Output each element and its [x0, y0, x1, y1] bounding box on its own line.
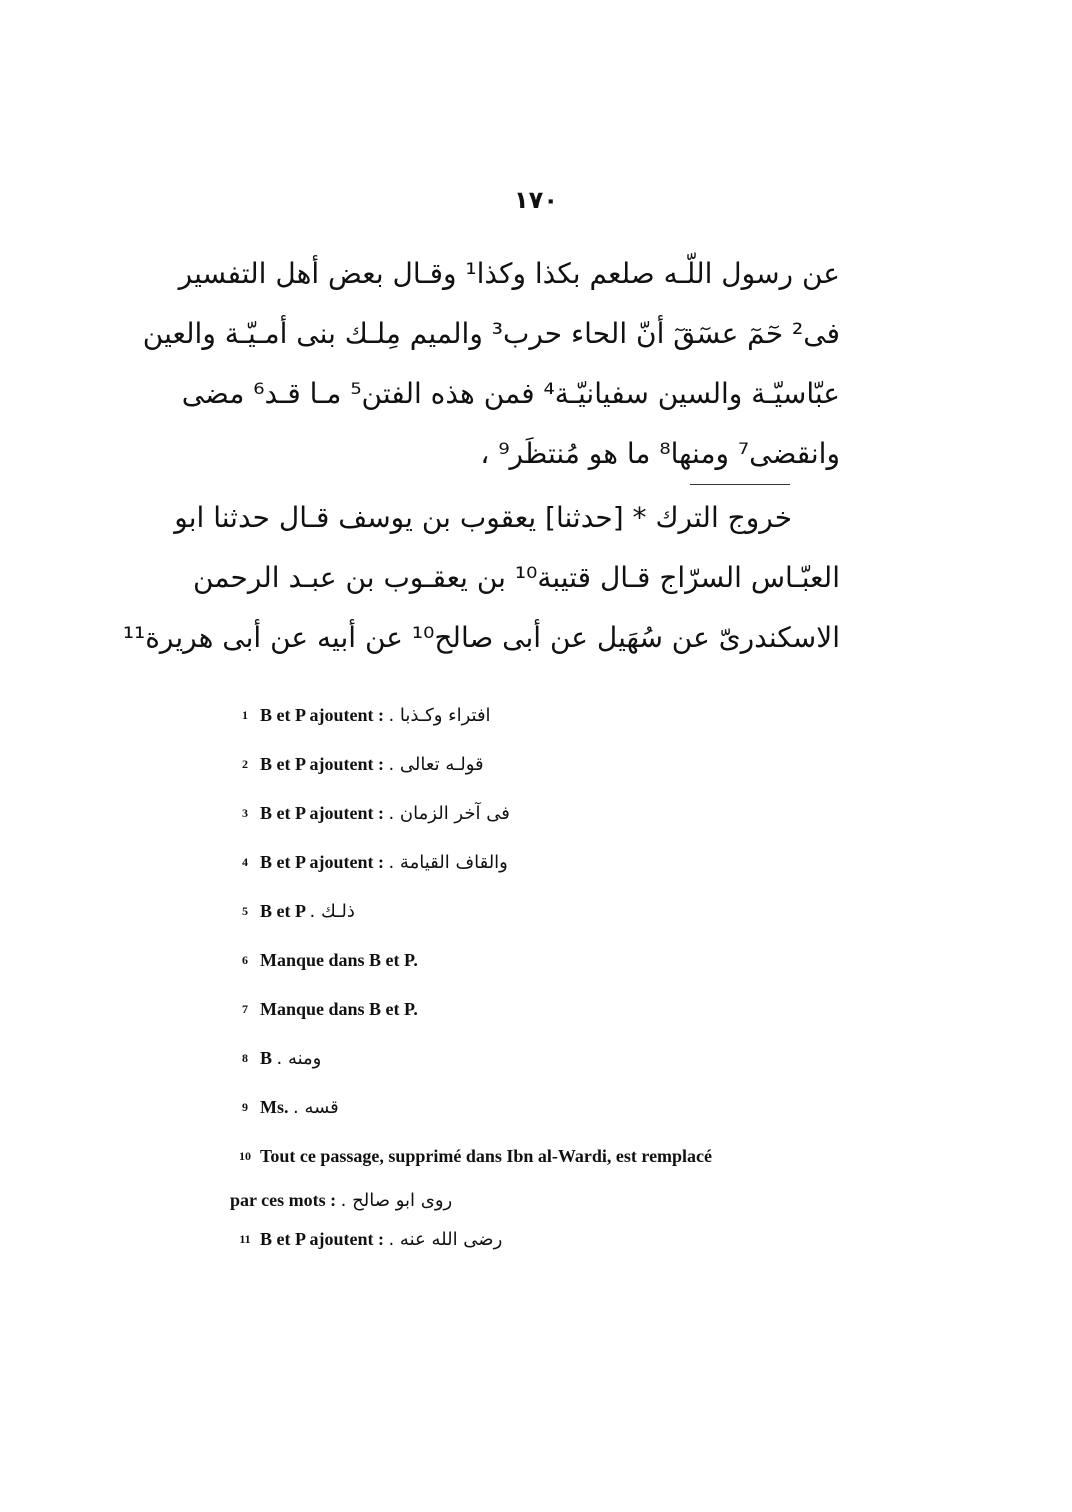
footnote-7: 7 Manque dans B et P.: [242, 999, 418, 1019]
footnote-8: 8 B ومنه .: [242, 1048, 322, 1069]
text-line-6: العبّـاس السرّاج قـال قتيبة¹⁰ بن يعقـوب بن عبـد الرحمن: [193, 561, 840, 594]
footnote-2: 2 B et P ajoutent : قولـه تعالى .: [242, 754, 484, 775]
footnote-1: 1 B et P ajoutent : افتراء وكـذبا .: [242, 705, 491, 726]
text-line-4: وانقضى⁷ ومنها⁸ ما هو مُنتظَر⁹ ،: [480, 437, 840, 470]
text-line-7: الاسكندرىّ عن سُهَيل عن أبى صالح¹⁰ عن أبيه عن أبى هريرة¹¹: [122, 621, 840, 654]
footnotes: [230, 700, 850, 1273]
arabic-text-block-2: [122, 488, 840, 668]
section-divider: [690, 484, 790, 485]
text-line-5: خروج الترك * [حدثنا] يعقوب بن يوسف قـال حدثنا ابو: [174, 501, 792, 534]
footnote-11: 11 B et P ajoutent : رضى الله عنه .: [239, 1229, 503, 1250]
page-number: ١٧٠: [514, 186, 558, 214]
footnote-3: 3 B et P ajoutent : فى آخر الزمان .: [242, 803, 510, 824]
footnote-10: 10 Tout ce passage, supprimé dans Ibn al-Wardi, est remplacé par ces mots : روى ابو صالح .: [230, 1146, 713, 1211]
text-line-1: عن رسول اللّـه صلعم بكذا وكذا¹ وقـال بعض أهل التفسير: [178, 257, 840, 290]
footnote-9: 9 Ms. قسه .: [242, 1097, 339, 1118]
footnote-5: 5 B et P ذلـك .: [242, 901, 355, 922]
footnote-6: 6 Manque dans B et P.: [242, 950, 418, 970]
arabic-text-block: [142, 244, 840, 484]
text-line-3: عبّاسيّـة والسين سفيانيّـة⁴ فمن هذه الفتن⁵ مـا قـد⁶ مضى: [181, 377, 840, 410]
text-line-2: فى² حٓمٓ عسٓقٓ أنّ الحاء حرب³ والميم مِلـك بنى أمـيّـة والعين: [142, 317, 840, 350]
footnote-4: 4 B et P ajoutent : والقاف القيامة .: [242, 852, 508, 873]
